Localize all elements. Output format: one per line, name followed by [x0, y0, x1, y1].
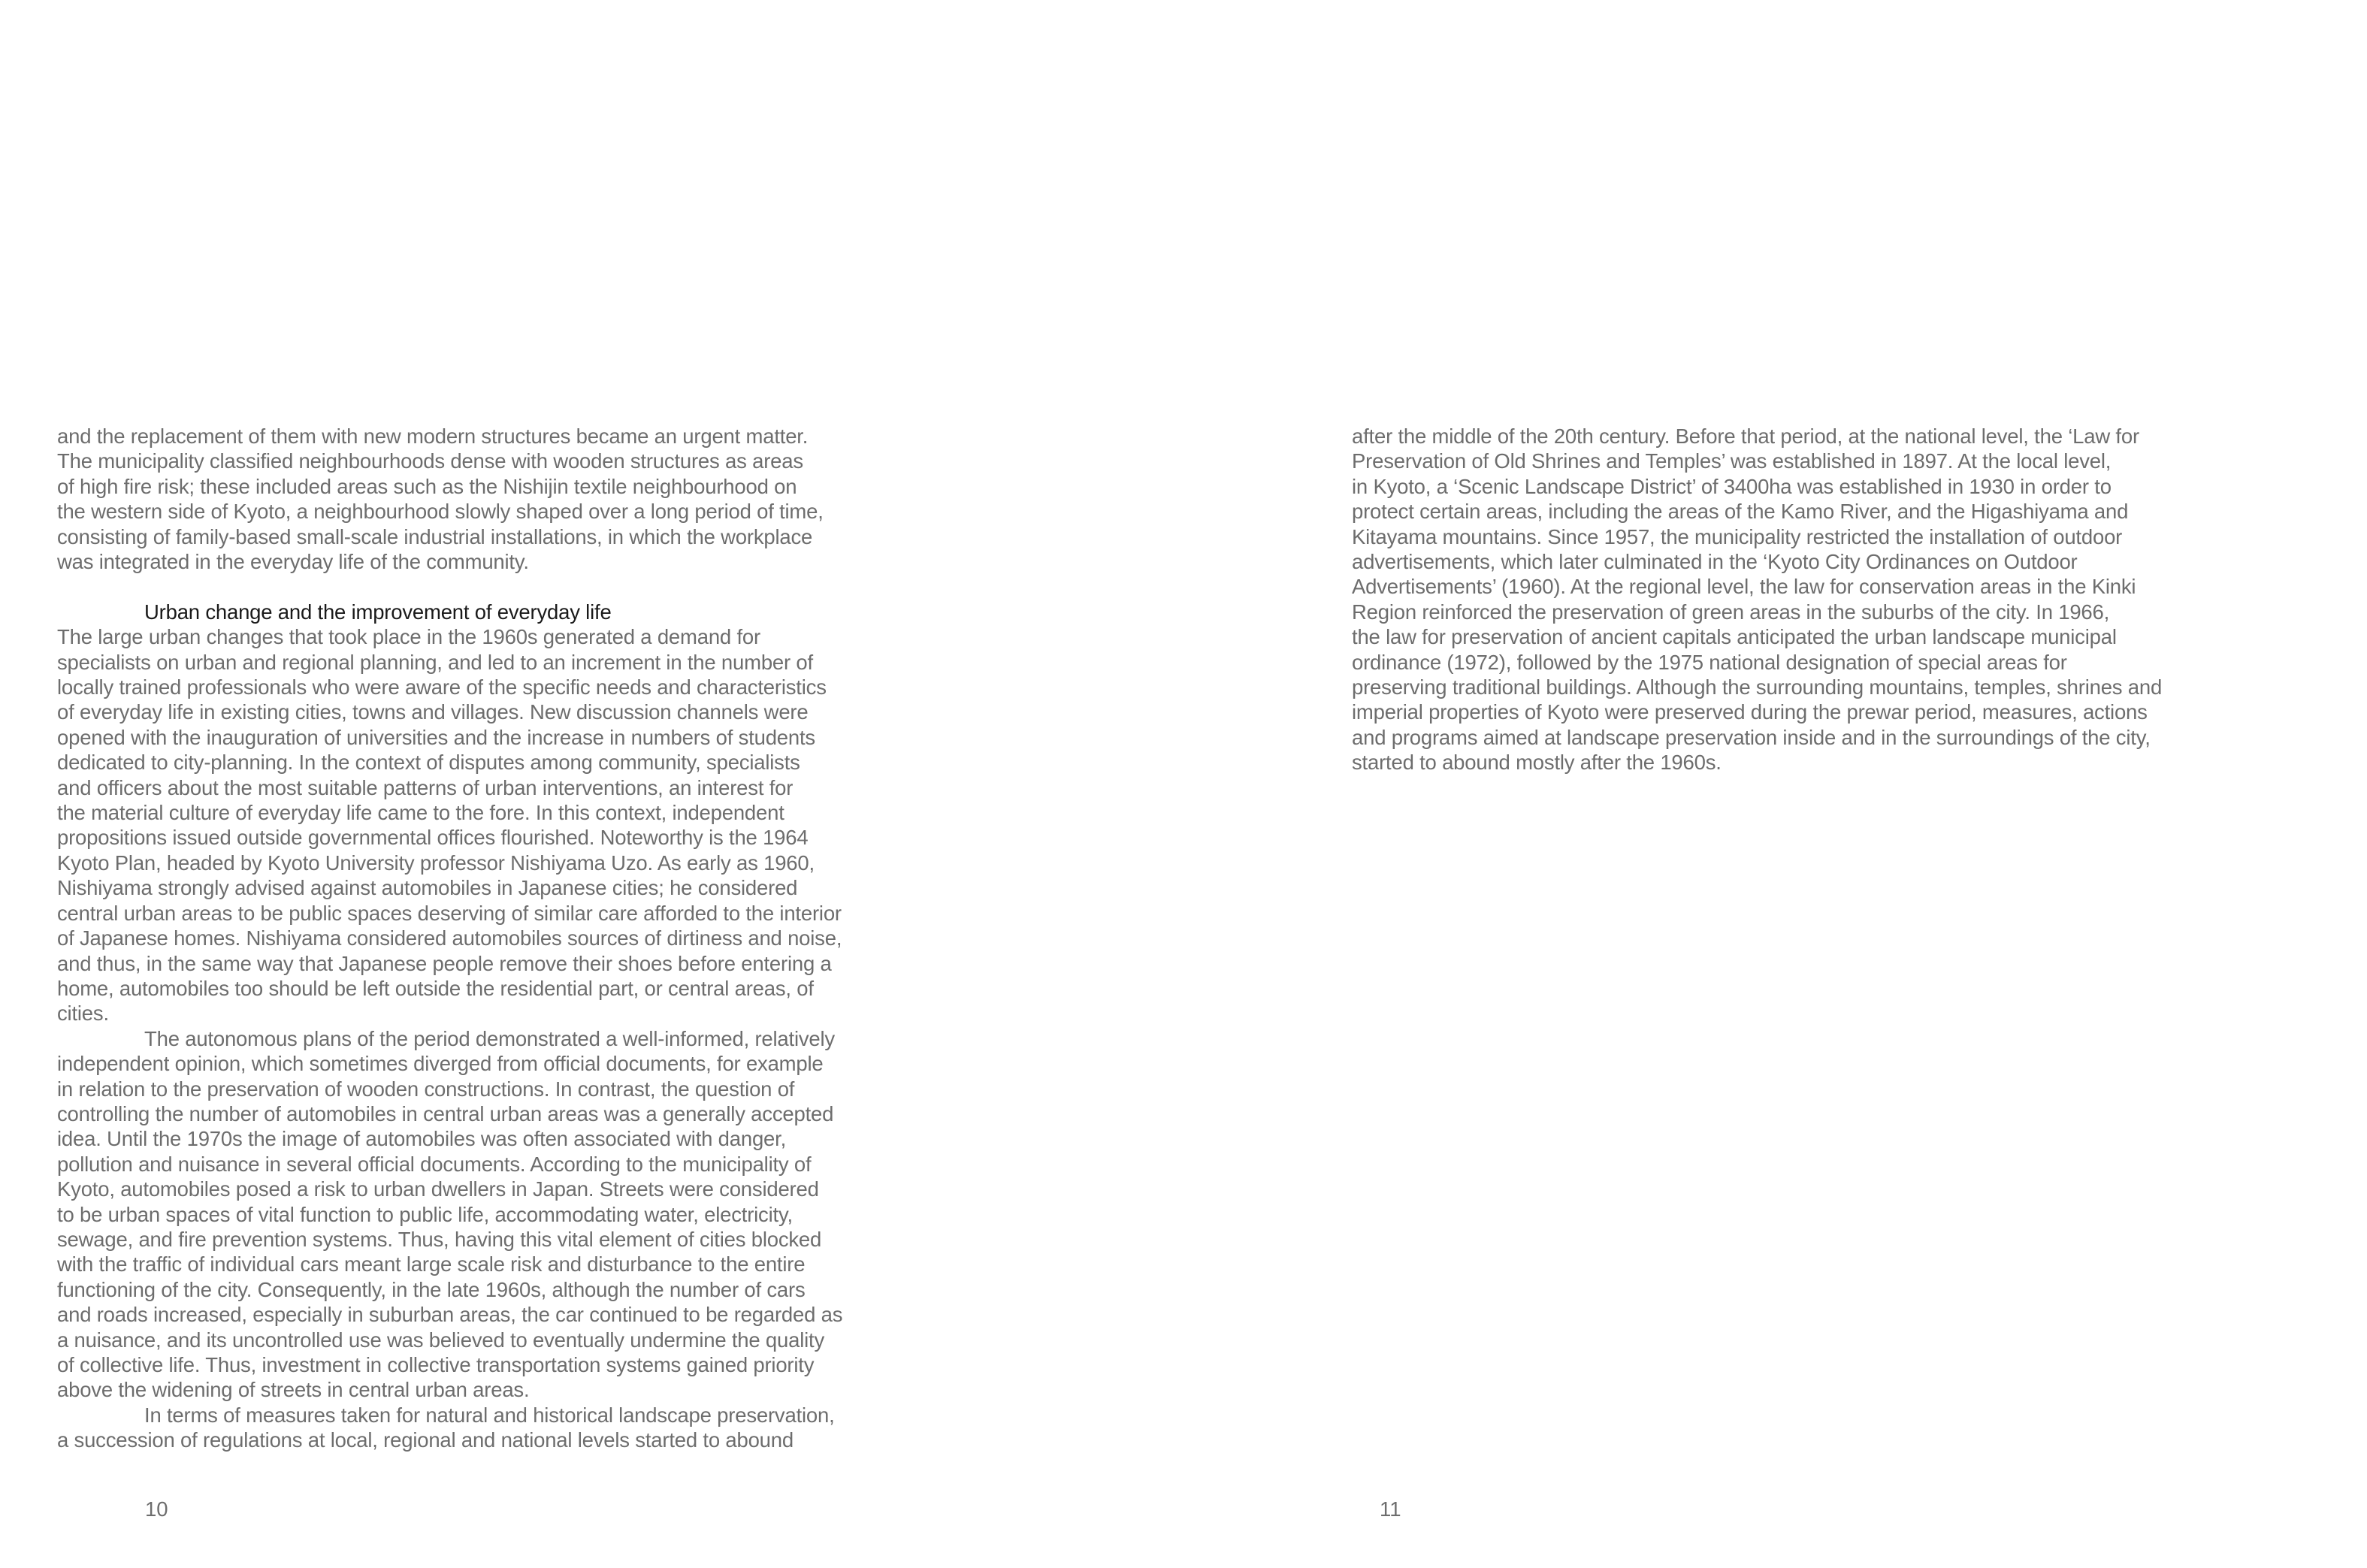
text-line: home, automobiles too should be left outside the residential part, or central areas, of: [57, 976, 814, 1000]
text-line: Preservation of Old Shrines and Temples’ was established in 1897. At the local level,: [1352, 449, 2112, 473]
page-number: 11: [1380, 1497, 1401, 1521]
text-line: independent opinion, which sometimes diverged from official documents, for example: [57, 1052, 824, 1076]
text-line: started to abound mostly after the 1960s.: [1352, 751, 1722, 775]
text-line: cities.: [57, 1002, 109, 1026]
text-line: of Japanese homes. Nishiyama considered automobiles sources of dirtiness and noise,: [57, 926, 842, 950]
text-line: In terms of measures taken for natural and historical landscape preservation,: [144, 1403, 835, 1427]
text-line: Kyoto, automobiles posed a risk to urban dwellers in Japan. Streets were considered: [57, 1177, 819, 1201]
right-text-column: [1352, 424, 2171, 775]
text-line: after the middle of the 20th century. Before that period, at the national level, the ‘Law for: [1352, 424, 2139, 448]
text-line: opened with the inauguration of universities and the increase in numbers of students: [57, 725, 815, 749]
text-line: above the widening of streets in central urban areas.: [57, 1378, 530, 1402]
paragraph: [57, 624, 854, 1026]
text-line: The municipality classified neighbourhoods dense with wooden structures as areas: [57, 449, 803, 473]
text-line: sewage, and fire prevention systems. Thus, having this vital element of cities blocked: [57, 1227, 822, 1251]
text-line: to be urban spaces of vital function to public life, accommodating water, electricity,: [57, 1202, 793, 1226]
text-line: The autonomous plans of the period demonstrated a well-informed, relatively: [144, 1026, 835, 1050]
text-line: Kyoto Plan, headed by Kyoto University professor Nishiyama Uzo. As early as 1960,: [57, 850, 815, 875]
text-line: pollution and nuisance in several official documents. According to the municipality of: [57, 1152, 812, 1176]
text-line: and officers about the most suitable patterns of urban interventions, an interest for: [57, 775, 794, 799]
text-line: the western side of Kyoto, a neighbourhood slowly shaped over a long period of time,: [57, 500, 824, 524]
text-line: Nishiyama strongly advised against automobiles in Japanese cities; he considered: [57, 876, 798, 900]
text-line: the material culture of everyday life came to the fore. In this context, independent: [57, 801, 784, 825]
paragraph: [57, 1026, 854, 1403]
text-line: a nuisance, and its uncontrolled use was believed to eventually undermine the quality: [57, 1328, 825, 1352]
left-text-column: [57, 424, 854, 1453]
paragraph: [57, 1403, 854, 1453]
text-line: of collective life. Thus, investment in collective transportation systems gained priority: [57, 1353, 815, 1377]
text-line: and thus, in the same way that Japanese people remove their shoes before entering a: [57, 951, 832, 975]
text-line: of high fire risk; these included areas such as the Nishijin textile neighbourhood on: [57, 474, 797, 498]
text-line: and the replacement of them with new modern structures became an urgent matter.: [57, 424, 809, 448]
text-line: a succession of regulations at local, regional and national levels started to abound: [57, 1428, 794, 1452]
text-line: idea. Until the 1970s the image of automobiles was often associated with danger,: [57, 1127, 787, 1151]
text-line: in relation to the preservation of wooden constructions. In contrast, the question of: [57, 1077, 795, 1101]
text-line: controlling the number of automobiles in central urban areas was a generally accepted: [57, 1101, 834, 1125]
page-number: 10: [145, 1497, 168, 1521]
text-line: dedicated to city-planning. In the context of disputes among community, specialists: [57, 751, 800, 775]
text-line: was integrated in the everyday life of the community.: [57, 550, 529, 574]
text-line: imperial properties of Kyoto were preserved during the prewar period, measures, actions: [1352, 700, 2148, 724]
text-line: protect certain areas, including the areas of the Kamo River, and the Higashiyama and: [1352, 500, 2129, 524]
text-line: Advertisements’ (1960). At the regional level, the law for conservation areas in the Kinki: [1352, 575, 2136, 599]
text-line: and roads increased, especially in suburban areas, the car continued to be regarded as: [57, 1303, 843, 1327]
text-line: specialists on urban and regional planning, and led to an increment in the number of: [57, 650, 813, 674]
text-line: Kitayama mountains. Since 1957, the municipality restricted the installation of outdoor: [1352, 524, 2123, 548]
text-line: the law for preservation of ancient capitals anticipated the urban landscape municipal: [1352, 625, 2117, 649]
text-line: advertisements, which later culminated in the ‘Kyoto City Ordinances on Outdoor: [1352, 550, 2078, 574]
text-line: The large urban changes that took place in the 1960s generated a demand for: [57, 625, 760, 649]
text-line: in Kyoto, a ‘Scenic Landscape District’ of 3400ha was established in 1930 in order to: [1352, 474, 2112, 498]
text-line: Region reinforced the preservation of green areas in the suburbs of the city. In 1966,: [1352, 600, 2110, 624]
paragraph: [57, 424, 854, 574]
section-heading: Urban change and the improvement of everyday life: [144, 600, 612, 624]
text-line: of everyday life in existing cities, towns and villages. New discussion channels were: [57, 700, 809, 724]
right-page: [1184, 0, 2367, 1568]
text-line: propositions issued outside governmental offices flourished. Noteworthy is the 1964: [57, 826, 809, 850]
paragraph: [1352, 424, 2171, 775]
text-line: ordinance (1972), followed by the 1975 national designation of special areas for: [1352, 650, 2067, 674]
text-line: functioning of the city. Consequently, in the late 1960s, although the number of cars: [57, 1277, 806, 1301]
text-line: central urban areas to be public spaces deserving of similar care afforded to the interior: [57, 901, 842, 925]
text-line: locally trained professionals who were aware of the specific needs and characteristics: [57, 675, 827, 699]
text-line: consisting of family-based small-scale industrial installations, in which the workplace: [57, 524, 813, 548]
paragraph-gap: [57, 574, 854, 599]
text-line: and programs aimed at landscape preservation inside and in the surroundings of the city,: [1352, 725, 2151, 749]
text-line: preserving traditional buildings. Although the surrounding mountains, temples, shrines and: [1352, 675, 2163, 699]
text-line: with the traffic of individual cars meant large scale risk and disturbance to the entire: [57, 1252, 806, 1276]
